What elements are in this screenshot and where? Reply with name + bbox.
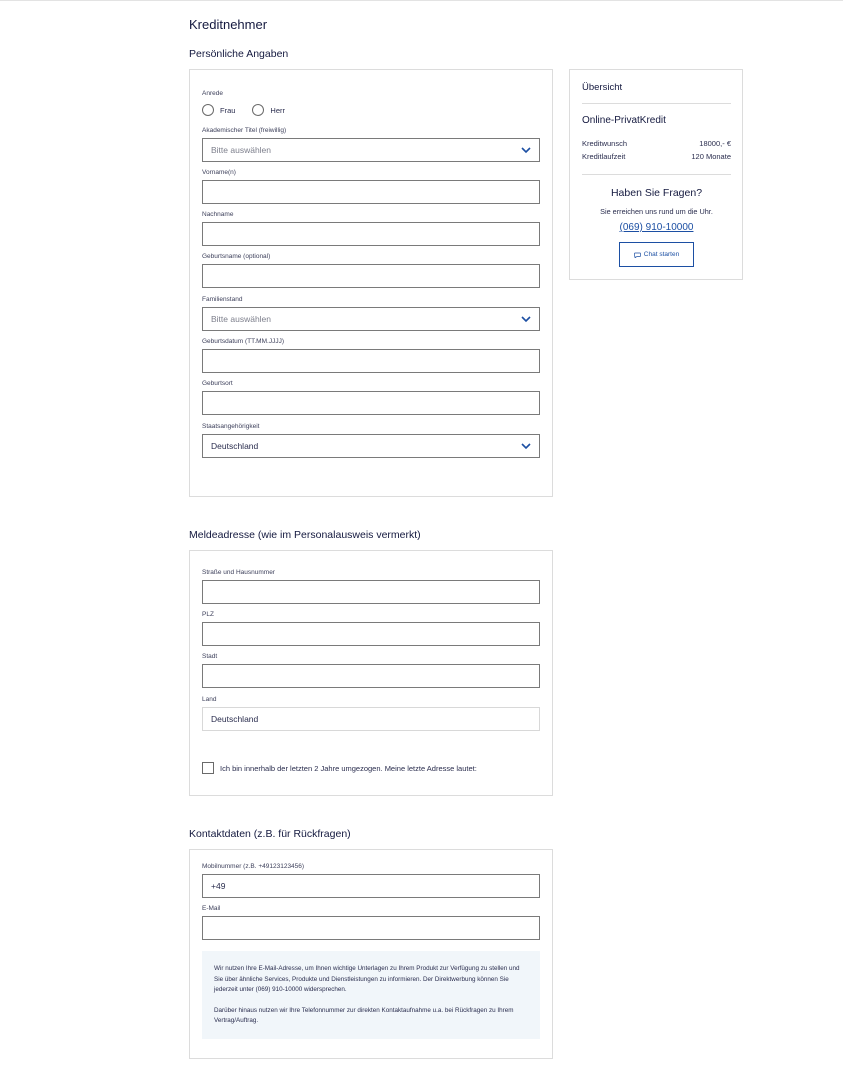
city-label: Stadt	[202, 653, 218, 660]
contact-card	[189, 849, 553, 1059]
mobile-input[interactable]: +49	[202, 874, 540, 898]
nationality-label: Staatsangehörigkeit	[202, 423, 260, 430]
birth-date-label: Geburtsdatum (TT.MM.JJJJ)	[202, 338, 284, 345]
birth-name-input[interactable]	[202, 264, 540, 288]
email-label: E-Mail	[202, 905, 221, 912]
chat-start-label: Chat starten	[643, 251, 680, 258]
contact-heading: Kontaktdaten (z.B. für Rückfragen)	[189, 828, 351, 840]
moved-checkbox[interactable]	[202, 762, 214, 774]
zip-label: PLZ	[202, 611, 214, 618]
overview-card	[569, 69, 743, 280]
address-heading: Meldeadresse (wie im Personalausweis vermerkt)	[189, 529, 421, 541]
marital-status-label: Familienstand	[202, 296, 243, 303]
overview-row-value: 120 Monate	[691, 152, 731, 161]
overview-divider	[582, 174, 731, 175]
birth-date-input[interactable]	[202, 349, 540, 373]
mobile-label: Mobilnummer (z.B. +49123123456)	[202, 863, 305, 870]
last-name-label: Nachname	[202, 211, 234, 218]
nationality-select[interactable]	[202, 434, 540, 458]
last-name-input[interactable]	[202, 222, 540, 246]
privacy-info-paragraph: Darüber hinaus nutzen wir Ihre Telefonnummer zur direkten Kontaktaufnahme u.a. bei Rückfragen zu Ihrem Vertrag/Auftrag.	[214, 1006, 514, 1024]
nationality-value: Deutschland	[211, 441, 259, 451]
academic-title-label: Akademischer Titel (freiwillig)	[202, 127, 287, 134]
chat-start-button[interactable]	[619, 242, 694, 267]
academic-title-select[interactable]	[202, 138, 540, 162]
moved-checkbox-label[interactable]: Ich bin innerhalb der letzten 2 Jahre umgezogen. Meine letzte Adresse lautet:	[220, 764, 477, 773]
overview-row	[582, 152, 731, 161]
chevron-down-icon	[521, 315, 531, 323]
overview-title: Übersicht	[582, 82, 623, 93]
street-input[interactable]	[202, 580, 540, 604]
chat-bubble-icon	[634, 252, 641, 258]
phone-link[interactable]: (069) 910-10000	[619, 222, 694, 233]
country-field: Deutschland	[202, 707, 540, 731]
faq-title: Haben Sie Fragen?	[610, 187, 703, 199]
overview-row-key: Kreditlaufzeit	[582, 152, 626, 161]
chevron-down-icon	[521, 442, 531, 450]
personal-card	[189, 69, 553, 497]
personal-heading: Persönliche Angaben	[189, 48, 289, 60]
page-title: Kreditnehmer	[189, 17, 268, 32]
radio-herr-label[interactable]: Herr	[270, 105, 286, 115]
marital-status-value: Bitte auswählen	[211, 314, 272, 324]
country-label: Land	[202, 696, 217, 703]
privacy-info-paragraph: Wir nutzen Ihre E-Mail-Adresse, um Ihnen wichtige Unterlagen zu Ihrem Produkt zur Verfügung zu stellen und Sie über ähnliche Services, Produkte und Dienstleistungen zu informieren. Der Direktwerbung können Sie jederzeit unter (069) 910-10000 widersprechen.	[214, 965, 520, 993]
top-divider	[0, 0, 843, 1]
marital-status-select[interactable]	[202, 307, 540, 331]
salutation-label: Anrede	[202, 90, 223, 97]
academic-title-value: Bitte auswählen	[211, 145, 272, 155]
product-name: Online-PrivatKredit	[582, 115, 666, 126]
salutation-group	[202, 104, 302, 116]
overview-row-key: Kreditwunsch	[582, 139, 628, 148]
radio-frau-label[interactable]: Frau	[220, 105, 236, 115]
overview-row-value: 18000,- €	[699, 139, 731, 148]
radio-herr[interactable]	[252, 104, 264, 116]
street-label: Straße und Hausnummer	[202, 569, 275, 576]
zip-input[interactable]	[202, 622, 540, 646]
birth-place-label: Geburtsort	[202, 380, 233, 387]
address-card	[189, 550, 553, 796]
first-name-label: Vorname(n)	[202, 169, 236, 176]
radio-frau[interactable]	[202, 104, 214, 116]
chevron-down-icon	[521, 146, 531, 154]
city-input[interactable]	[202, 664, 540, 688]
birth-name-label: Geburtsname (optional)	[202, 253, 271, 260]
overview-row	[582, 139, 731, 148]
birth-place-input[interactable]	[202, 391, 540, 415]
faq-subtitle: Sie erreichen uns rund um die Uhr.	[600, 207, 713, 216]
first-name-input[interactable]	[202, 180, 540, 204]
overview-divider	[582, 103, 731, 104]
email-input[interactable]	[202, 916, 540, 940]
privacy-info-box	[202, 951, 540, 1039]
